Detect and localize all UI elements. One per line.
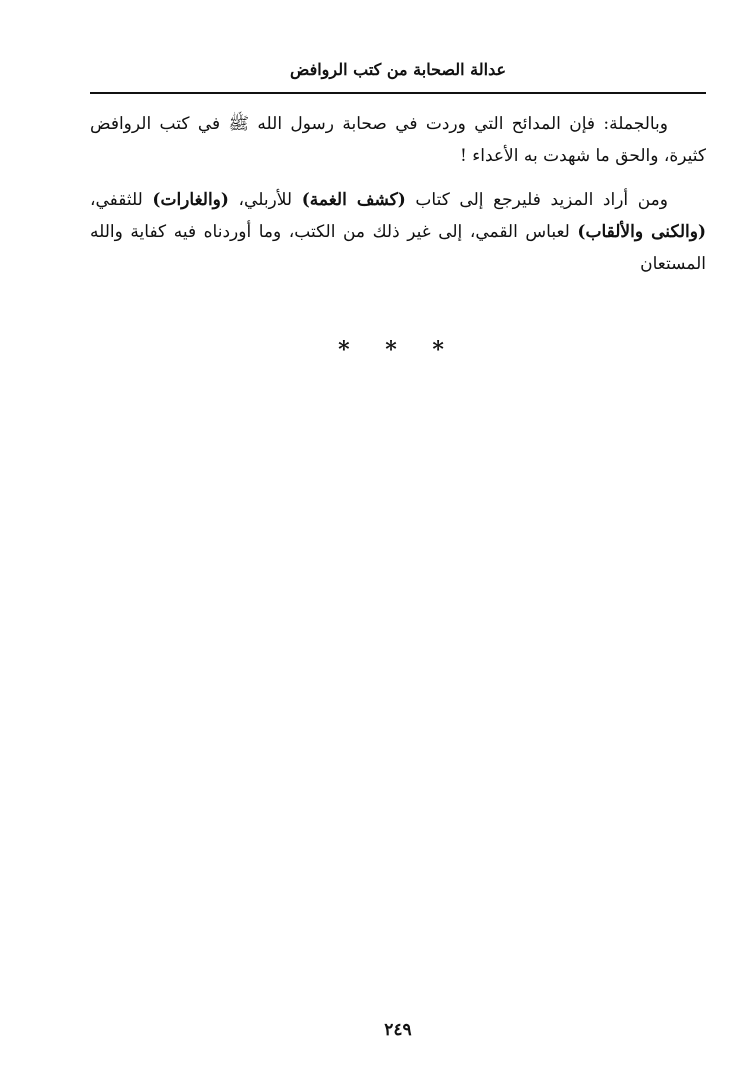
- page-number: ٢٤٩: [384, 1020, 412, 1040]
- paragraph-2: [90, 184, 706, 280]
- paragraph-2-text-3: للثقفي،: [90, 190, 153, 210]
- paragraph-2-text-2: للأربلي،: [228, 190, 302, 210]
- body-text: [90, 108, 706, 292]
- header-rule: [90, 92, 706, 94]
- paragraph-2-text-4: لعباس القمي، إلى غير ذلك من الكتب، وما أوردناه فيه كفاية والله المستعان: [90, 222, 706, 274]
- running-header-title: عدالة الصحابة من كتب الروافض: [289, 60, 507, 79]
- section-separator: * * *: [338, 337, 458, 363]
- book-title-kashf-alghumma: (كشف الغمة): [301, 190, 406, 210]
- book-title-algharat: (والغارات): [152, 190, 229, 210]
- paragraph-1: وبالجملة: فإن المدائح التي وردت في صحابة رسول الله ﷺ في كتب الروافض كثيرة، والحق ما شهدت به الأعداء !: [90, 114, 706, 166]
- paragraph-2-text-1: ومن أراد المزيد فليرجع إلى كتاب: [405, 190, 668, 210]
- book-title-alkuna-walalqab: (والكنى والألقاب): [577, 222, 706, 242]
